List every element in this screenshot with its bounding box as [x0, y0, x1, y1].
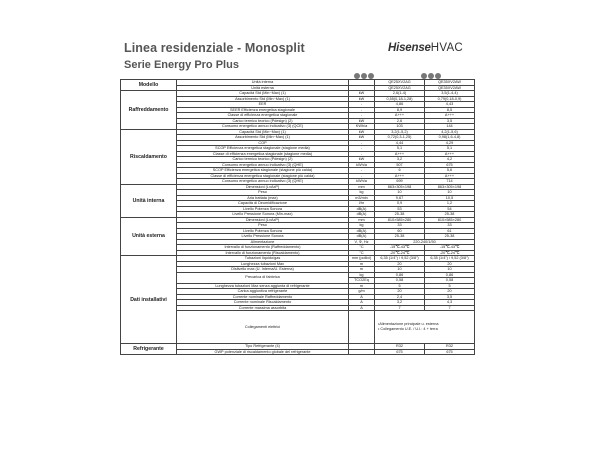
spec-cell: 4,29 — [425, 140, 475, 146]
spec-cell: m3/min — [349, 195, 375, 201]
spec-cell: 5 — [375, 283, 425, 289]
spec-cell — [349, 349, 375, 355]
spec-cell: 3,2 — [375, 157, 425, 163]
spec-cell: 4,43 — [425, 102, 475, 108]
spec-cell: 60 — [375, 228, 425, 234]
spec-cell: mm — [349, 184, 375, 190]
spec-cell: 863×305×198 — [375, 184, 425, 190]
spec-cell: 3,2(1-5,2) — [375, 129, 425, 135]
spec-label: Classe di efficienza energetica stagionale — [177, 113, 349, 119]
spec-cell: g/m — [349, 289, 375, 295]
spec-label: Lunghezza tubazioni Max senza aggiunta di refrigerante — [177, 283, 349, 289]
spec-label: Assorbimento Std (Min~Max) (1) — [177, 135, 349, 141]
spec-label: Consumo energetico annuo indicativo (3) (QHE) — [177, 162, 349, 168]
spec-cell: 675 — [425, 162, 475, 168]
spec-label: Livello Potenza Sonora — [177, 228, 349, 234]
spec-cell: kW — [349, 91, 375, 97]
spec-cell: A — [349, 305, 375, 311]
spec-cell: A — [349, 294, 375, 300]
spec-cell: °C — [349, 245, 375, 251]
spec-cell: R32 — [425, 344, 475, 350]
spec-cell: 699 — [375, 179, 425, 185]
spec-cell: 20 — [425, 261, 475, 267]
spec-cell: 3,2 — [375, 300, 425, 306]
spec-cell: 9,67 — [375, 195, 425, 201]
spec-label: Corrente nominale Raffreddamento — [177, 294, 349, 300]
spec-label: Intervallo di funzionamento (Riscaldamento) — [177, 250, 349, 256]
spec-cell: 144 — [425, 124, 475, 130]
spec-cell: dB(A) — [349, 234, 375, 240]
spec-cell: A+++ — [375, 173, 425, 179]
spec-cell: 6,35 (1/4") / 9,52 (3/8") — [425, 256, 475, 262]
spec-cell: -20℃-24℃ — [425, 250, 475, 256]
spec-cell: °C — [349, 250, 375, 256]
spec-cell: 5,1 — [375, 146, 425, 152]
section-label: Raffreddamento — [121, 91, 177, 130]
spec-label: Dimensioni (LxAxP) — [177, 184, 349, 190]
spec-cell: 25-38 — [375, 234, 425, 240]
spec-cell: 53 — [375, 206, 425, 212]
spec-cell: 25-38 — [425, 212, 475, 218]
spec-label: Livello Pressione Sonora (Min-max) — [177, 212, 349, 218]
spec-cell — [349, 311, 375, 344]
spec-cell: A+++ — [375, 151, 425, 157]
spec-cell: 0,9 — [375, 201, 425, 207]
spec-cell: 10,5 — [425, 195, 475, 201]
spec-label: Dislivello max (U. Interna/U. Esterna) — [177, 267, 349, 273]
spec-cell: m — [349, 267, 375, 273]
spec-label: Carica aggiuntiva refrigerante — [177, 289, 349, 295]
spec-cell: 0,58 — [375, 278, 425, 284]
spec-cell: 0,86 — [375, 272, 425, 278]
spec-cell: 4,2(1-5,6) — [425, 129, 475, 135]
spec-cell: 20 — [375, 261, 425, 267]
spec-label: Classe di efficienza energetica stagionale (stagione media) — [177, 151, 349, 157]
spec-cell: kg — [349, 272, 375, 278]
spec-cell: 675 — [375, 349, 425, 355]
section-label: Refrigerante — [121, 344, 177, 355]
spec-cell: 4,2 — [425, 157, 475, 163]
spec-cell: 6 — [375, 168, 425, 174]
spec-cell: - — [349, 146, 375, 152]
spec-cell: 0,58 — [425, 278, 475, 284]
spec-label: Precarica di fabbrica — [177, 272, 349, 283]
spec-cell: 4,3 — [425, 300, 475, 306]
spec-cell: 0,98(1,6-4,8) — [425, 135, 475, 141]
spec-cell: 675 — [425, 349, 475, 355]
spec-label: Capacità Std (Min~Max) (1) — [177, 129, 349, 135]
spec-cell: R32 — [375, 344, 425, 350]
section-label: Modello — [121, 80, 177, 91]
spec-cell: kg — [349, 190, 375, 196]
spec-label: Carico termico teorico (Pdesign) (2) — [177, 157, 349, 163]
spec-cell: - — [349, 102, 375, 108]
spec-label: Corrente massima assorbita — [177, 305, 349, 311]
spec-label: Aria trattata (max) — [177, 195, 349, 201]
spec-label: Carico termico teorico (Pdesign) (2) — [177, 118, 349, 124]
brand-name: Hisense — [388, 42, 431, 54]
electrical-notes: •Alimentazione principale u. esterna • Collegamento U.E. / U.I.: 4 + terra — [375, 311, 475, 344]
spec-cell: V, Φ, Hz — [349, 239, 375, 245]
spec-cell: -15℃-43℃ — [375, 245, 425, 251]
spec-cell: 810×585×280 — [425, 217, 475, 223]
spec-cell: 0,72(0,3-1,25) — [375, 135, 425, 141]
spec-cell: - — [349, 140, 375, 146]
spec-cell: kW — [349, 118, 375, 124]
spec-label: COP — [177, 140, 349, 146]
spec-label: Alimentazione — [177, 239, 349, 245]
spec-cell: A+++ — [425, 113, 475, 119]
spec-cell: dB(A) — [349, 228, 375, 234]
brand-suffix: HVAC — [430, 42, 464, 54]
spec-cell: - — [349, 151, 375, 157]
spec-cell: 5 — [425, 283, 475, 289]
section-label: Dati installativi — [121, 256, 177, 344]
spec-cell: -20℃-24℃ — [375, 250, 425, 256]
spec-cell: kWh/a — [349, 162, 375, 168]
spec-cell: 7 — [375, 305, 425, 311]
spec-cell: kg — [349, 223, 375, 229]
spec-cell: 10 — [375, 190, 425, 196]
spec-cell: TCO2Eq — [349, 278, 375, 284]
spec-label: GWP potenziale di riscaldamento globale del refrigerante — [177, 349, 349, 355]
brand-logo — [388, 42, 463, 54]
spec-cell: dB(A) — [349, 212, 375, 218]
spec-cell: 20 — [425, 289, 475, 295]
spec-label: Assorbimento Std (Min~Max) (1) — [177, 96, 349, 102]
spec-cell: 0,79(0,18-0,9) — [425, 96, 475, 102]
spec-cell: 8,9 — [375, 107, 425, 113]
page-subtitle: Serie Energy Pro Plus — [124, 59, 239, 71]
spec-cell: 10 — [425, 190, 475, 196]
spec-label: Unità esterna — [177, 85, 349, 91]
section-label: Unità interna — [121, 184, 177, 217]
spec-cell: 20 — [375, 289, 425, 295]
spec-cell: 2,6(1-4) — [375, 91, 425, 97]
spec-cell: 5,1 — [425, 146, 475, 152]
spec-label: SCOP Efficienza energetica stagionale (stagione più calda) — [177, 168, 349, 174]
spec-cell: l/hr — [349, 201, 375, 207]
spec-cell: 3,5(1-4,4) — [425, 91, 475, 97]
spec-cell: 25-38 — [425, 234, 475, 240]
spec-label: Livello Pressione Sonora — [177, 234, 349, 240]
spec-cell: dB(A) — [349, 206, 375, 212]
spec-cell: 54 — [425, 206, 475, 212]
spec-cell: 863×305×198 — [425, 184, 475, 190]
spec-label: SCOP Efficienza energetica stagionale (stagione media) — [177, 146, 349, 152]
spec-cell: - — [349, 113, 375, 119]
spec-cell: kW — [349, 157, 375, 163]
section-label: Riscaldamento — [121, 129, 177, 184]
spec-label: Peso — [177, 223, 349, 229]
spec-label: Dimensioni (LxAxP) — [177, 217, 349, 223]
spec-cell: 2,6 — [375, 118, 425, 124]
spec-cell: 220-240/1/50 — [375, 239, 475, 245]
spec-cell: 0,86 — [425, 272, 475, 278]
spec-label: Capacità Std (Min~Max) (1) — [177, 91, 349, 97]
spec-cell: kW — [349, 96, 375, 102]
spec-table — [120, 79, 475, 355]
spec-cell: QE25XV2AG — [375, 80, 425, 86]
spec-cell: 25-38 — [375, 212, 425, 218]
spec-cell: 8,5 — [425, 107, 475, 113]
spec-cell: 2,4 — [375, 294, 425, 300]
spec-cell: 0,55(0,18-1,28) — [375, 96, 425, 102]
spec-cell: mm — [349, 217, 375, 223]
spec-label: Classe di efficienza energetica stagionale (stagione più calda) — [177, 173, 349, 179]
spec-cell: 61 — [425, 228, 475, 234]
spec-cell: KWh/a — [349, 124, 375, 130]
spec-cell: m — [349, 261, 375, 267]
spec-cell: 33 — [425, 223, 475, 229]
spec-label: Capacità di Deumidificazione — [177, 201, 349, 207]
spec-cell: 5,6 — [425, 168, 475, 174]
spec-cell: 4,44 — [375, 140, 425, 146]
spec-label: Corrente nominale Riscaldamento — [177, 300, 349, 306]
spec-label: Peso — [177, 190, 349, 196]
spec-cell: 3,5 — [425, 118, 475, 124]
spec-cell: - — [349, 107, 375, 113]
spec-cell: A+++ — [375, 113, 425, 119]
spec-cell: - — [349, 168, 375, 174]
spec-cell: A+++ — [425, 173, 475, 179]
spec-cell: 10 — [375, 267, 425, 273]
spec-label: Livello Potenza Sonora — [177, 206, 349, 212]
spec-cell: - — [349, 173, 375, 179]
section-label: Unità esterna — [121, 217, 177, 256]
spec-cell: 4,86 — [375, 102, 425, 108]
spec-cell: QE25XV2AG — [375, 85, 425, 91]
spec-cell: 810×585×280 — [375, 217, 425, 223]
spec-label: Collegamenti elettrici — [177, 311, 349, 344]
spec-label: EER — [177, 102, 349, 108]
spec-cell: kW — [349, 129, 375, 135]
spec-label: Consumo energetico annuo indicativo (3) (QHE) — [177, 179, 349, 185]
spec-label: SEER Efficienza energetica stagionale — [177, 107, 349, 113]
spec-cell: 714 — [425, 179, 475, 185]
spec-label: Unità interna — [177, 80, 349, 86]
spec-cell: A — [349, 300, 375, 306]
spec-cell: 3,5 — [425, 294, 475, 300]
spec-cell: 1,2 — [425, 201, 475, 207]
spec-label: Intervallo di funzionamento (Raffreddamento) — [177, 245, 349, 251]
spec-cell: m — [349, 283, 375, 289]
spec-cell: QE35XV2AW — [425, 85, 475, 91]
spec-label: Consumo energetico annuo indicativo (3) (QCE) — [177, 124, 349, 130]
page-title: Linea residenziale - Monosplit — [124, 41, 305, 55]
spec-label: Tipo Refrigerante (4) — [177, 344, 349, 350]
spec-cell: 6,35 (1/4") / 9,52 (3/8") — [375, 256, 425, 262]
spec-cell: kWh/a — [349, 179, 375, 185]
spec-label: Lunghezza tubazioni Max — [177, 261, 349, 267]
spec-cell: 507 — [375, 162, 425, 168]
spec-cell: kW — [349, 135, 375, 141]
spec-cell: A+++ — [425, 151, 475, 157]
spec-cell: -15℃-43℃ — [425, 245, 475, 251]
spec-cell: 33 — [375, 223, 425, 229]
spec-cell: 10 — [425, 267, 475, 273]
spec-cell: 7 — [425, 305, 475, 311]
spec-label: Tubazioni liquido/gas — [177, 256, 349, 262]
spec-cell: QE35XV2AW — [425, 80, 475, 86]
spec-cell: mm (pollici) — [349, 256, 375, 262]
spec-cell: 103 — [375, 124, 425, 130]
